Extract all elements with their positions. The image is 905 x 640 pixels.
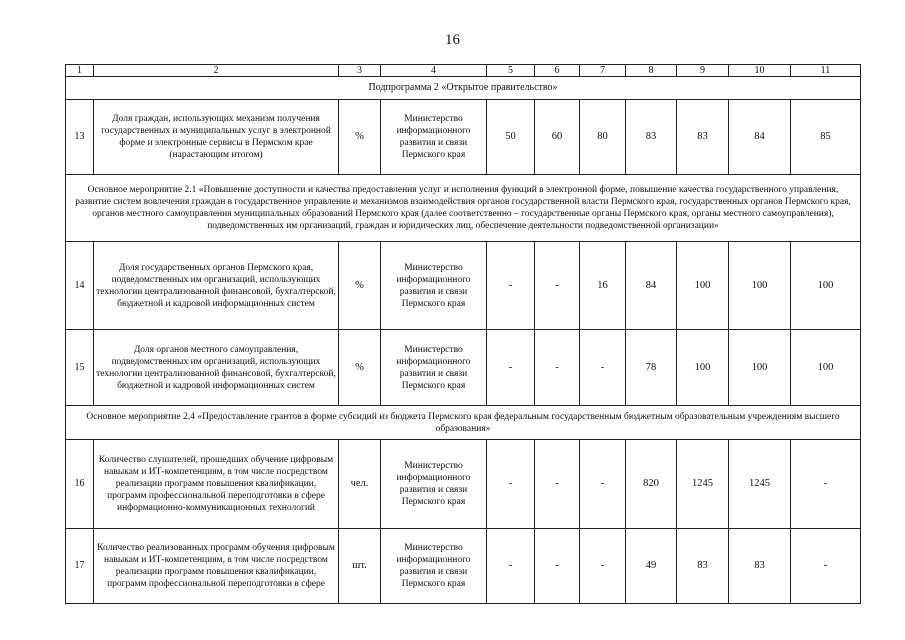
row-number: 16 <box>66 440 94 529</box>
value-cell: - <box>580 330 626 406</box>
value-cell: - <box>791 440 861 529</box>
column-header: 9 <box>677 65 729 77</box>
value-cell: 84 <box>626 242 677 330</box>
value-cell: 78 <box>626 330 677 406</box>
value-cell: - <box>535 440 580 529</box>
table-row <box>66 242 861 330</box>
column-header: 10 <box>729 65 791 77</box>
unit-cell: % <box>339 100 381 175</box>
table-row <box>66 330 861 406</box>
column-header: 3 <box>339 65 381 77</box>
value-cell: 60 <box>535 100 580 175</box>
value-cell: 49 <box>626 529 677 604</box>
value-cell: 1245 <box>729 440 791 529</box>
row-number: 17 <box>66 529 94 604</box>
table-row <box>66 529 861 604</box>
column-header: 7 <box>580 65 626 77</box>
table-row <box>66 100 861 175</box>
value-cell: 85 <box>791 100 861 175</box>
indicators-table <box>65 64 861 604</box>
executor-cell: Министерство информационного развития и связи Пермского края <box>381 529 487 604</box>
value-cell: 820 <box>626 440 677 529</box>
page-number: 16 <box>445 32 460 48</box>
subprogram-title: Подпрограмма 2 «Открытое правительство» <box>66 77 861 100</box>
executor-cell: Министерство информационного развития и связи Пермского края <box>381 100 487 175</box>
value-cell: 100 <box>677 330 729 406</box>
value-cell: - <box>487 529 535 604</box>
column-header: 2 <box>94 65 339 77</box>
section-row <box>66 175 861 242</box>
column-header: 4 <box>381 65 487 77</box>
value-cell: - <box>487 242 535 330</box>
value-cell: 83 <box>677 529 729 604</box>
executor-cell: Министерство информационного развития и связи Пермского края <box>381 440 487 529</box>
section-title: Основное мероприятие 2.4 «Предоставление грантов в форме субсидий из бюджета Пермского края федеральным государственным бюджетным образовательным учреждениям высшего образования» <box>66 406 861 440</box>
value-cell: - <box>535 330 580 406</box>
value-cell: 100 <box>791 242 861 330</box>
value-cell: 84 <box>729 100 791 175</box>
value-cell: - <box>535 529 580 604</box>
unit-cell: % <box>339 330 381 406</box>
row-number: 13 <box>66 100 94 175</box>
indicator-name: Доля органов местного самоуправления, подведомственных им организаций, использующих технологии централизованной финансовой, бухгалтерской, бюджетной и кадровой информационных систем <box>94 330 339 406</box>
unit-cell: % <box>339 242 381 330</box>
value-cell: - <box>535 242 580 330</box>
value-cell: 100 <box>729 242 791 330</box>
value-cell: - <box>487 440 535 529</box>
column-header: 6 <box>535 65 580 77</box>
value-cell: 80 <box>580 100 626 175</box>
subprogram-row <box>66 77 861 100</box>
value-cell: 1245 <box>677 440 729 529</box>
indicator-name: Доля государственных органов Пермского края, подведомственных им организаций, использующих технологии централизованной финансовой, бухгалтерской, бюджетной и кадровой информационных систем <box>94 242 339 330</box>
executor-cell: Министерство информационного развития и связи Пермского края <box>381 242 487 330</box>
table-row <box>66 440 861 529</box>
value-cell: 100 <box>677 242 729 330</box>
column-header: 11 <box>791 65 861 77</box>
unit-cell: чел. <box>339 440 381 529</box>
value-cell: 100 <box>729 330 791 406</box>
column-header: 8 <box>626 65 677 77</box>
indicator-name: Количество реализованных программ обучения цифровым навыкам и ИТ-компетенциям, в том числе посредством реализации программ повышения квалификации, программ профессиональной переподготовки в сфере <box>94 529 339 604</box>
indicator-name: Количество слушателей, прошедших обучение цифровым навыкам и ИТ-компетенциям, в том числе посредством реализации программ повышения квалификации, программ профессиональной переподготовки в сфере информационно-коммуникационных технологий <box>94 440 339 529</box>
column-header: 5 <box>487 65 535 77</box>
value-cell: 83 <box>677 100 729 175</box>
column-header-row <box>66 65 861 77</box>
section-row <box>66 406 861 440</box>
unit-cell: шт. <box>339 529 381 604</box>
value-cell: - <box>487 330 535 406</box>
value-cell: 100 <box>791 330 861 406</box>
value-cell: 83 <box>729 529 791 604</box>
row-number: 15 <box>66 330 94 406</box>
value-cell: 16 <box>580 242 626 330</box>
value-cell: - <box>791 529 861 604</box>
executor-cell: Министерство информационного развития и связи Пермского края <box>381 330 487 406</box>
value-cell: 83 <box>626 100 677 175</box>
row-number: 14 <box>66 242 94 330</box>
indicator-name: Доля граждан, использующих механизм получения государственных и муниципальных услуг в электронной форме и электронные сервисы в Пермском крае (нарастающим итогом) <box>94 100 339 175</box>
value-cell: - <box>580 529 626 604</box>
value-cell: 50 <box>487 100 535 175</box>
column-header: 1 <box>66 65 94 77</box>
section-title: Основное мероприятие 2.1 «Повышение доступности и качества предоставления услуг и исполнения функций в электронной форме, повышение качества государственного управления, развитие систем вовлечения граждан в государственное управление и механизмов взаимодействия органов государственной власти Пермского края, государственных органов Пермского края, органов местного самоуправления муниципальных образований Пермского края (далее соответственно – государственные органы Пермского края, органы местного самоуправления), подведомственных им организаций, граждан и юридических лиц, обеспечение деятельности подведомственной организации» <box>66 175 861 242</box>
value-cell: - <box>580 440 626 529</box>
